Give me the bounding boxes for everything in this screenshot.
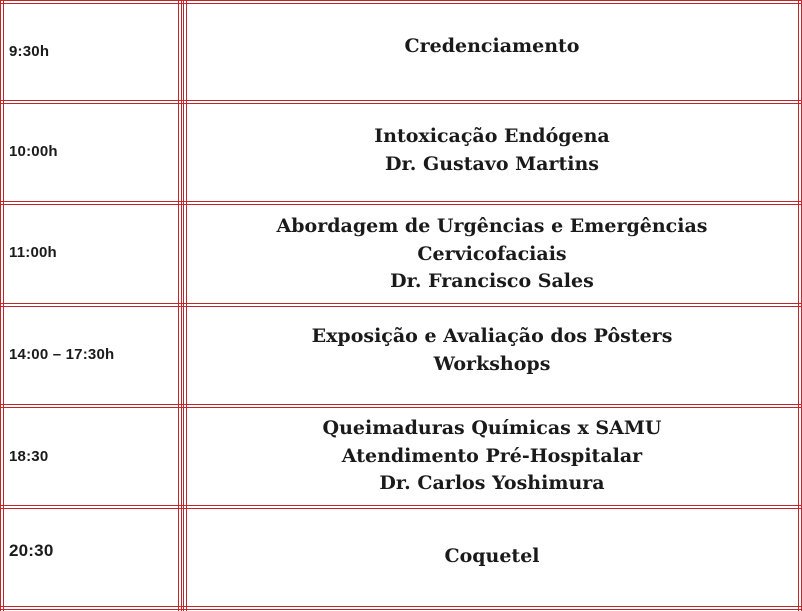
session-title: Credenciamento — [404, 35, 580, 57]
row-content — [186, 323, 798, 378]
row-content — [186, 543, 798, 571]
row-content — [186, 33, 798, 61]
schedule-row — [0, 103, 802, 204]
row-content — [186, 415, 798, 498]
row-time: 9:30h — [9, 43, 50, 60]
row-time: 18:30 — [9, 448, 49, 465]
row-time: 14:00 – 17:30h — [9, 346, 115, 363]
row-content — [186, 213, 798, 296]
row-time: 10:00h — [9, 143, 58, 160]
session-title: Queimaduras Químicas x SAMU — [322, 417, 662, 439]
session-speaker: Dr. Francisco Sales — [390, 270, 594, 292]
row-time: 11:00h — [9, 244, 57, 261]
row-content — [186, 123, 798, 178]
schedule-row — [0, 204, 802, 306]
schedule-row — [0, 306, 802, 407]
row-time: 20:30 — [9, 541, 54, 560]
session-title: Abordagem de Urgências e Emergências — [276, 215, 708, 237]
schedule-row — [0, 508, 802, 609]
session-speaker: Dr. Carlos Yoshimura — [379, 472, 605, 494]
session-speaker: Dr. Gustavo Martins — [385, 152, 599, 175]
session-title: Intoxicação Endógena — [374, 125, 610, 147]
schedule-row — [0, 407, 802, 508]
session-title: Cervicofaciais — [417, 242, 567, 265]
schedule-row — [0, 0, 802, 103]
session-title: Coquetel — [444, 545, 540, 567]
session-title: Workshops — [433, 352, 551, 375]
session-title: Exposição e Avaliação dos Pôsters — [311, 325, 673, 347]
session-title: Atendimento Pré-Hospitalar — [341, 444, 643, 467]
